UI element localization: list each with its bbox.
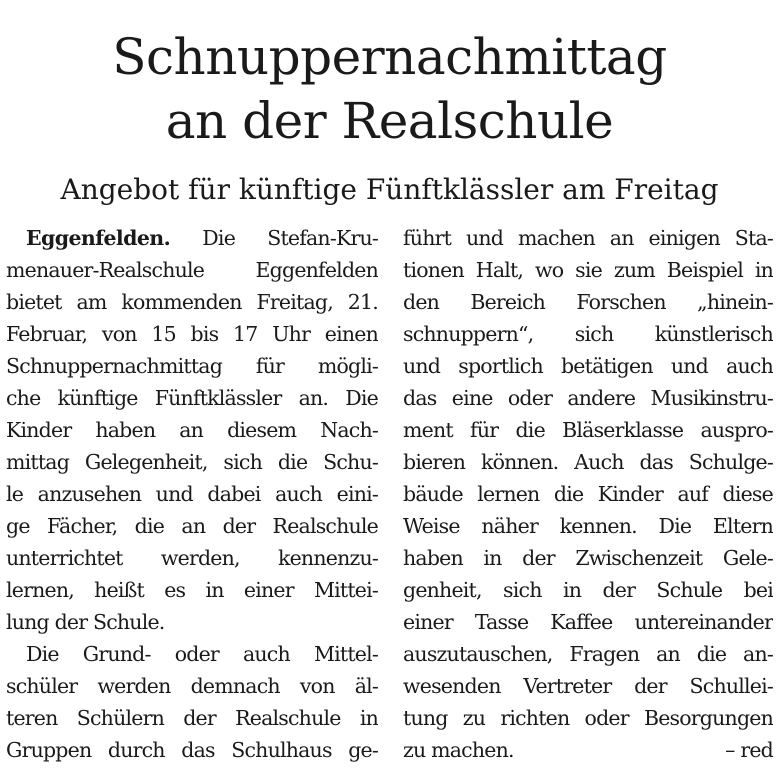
text-line: ment für die Bläserklasse auspro- <box>403 418 773 442</box>
text-line: Weise näher kennen. Die Eltern <box>403 514 773 538</box>
article-column-right <box>403 222 773 766</box>
text-line: bietet am kommenden Freitag, 21. <box>6 290 378 314</box>
text-line: le anzusehen und dabei auch eini- <box>6 482 378 506</box>
dateline: Eggenfelden. <box>26 226 171 250</box>
text-line: lung der Schule. <box>6 610 165 634</box>
text-line: Die Grund- oder auch Mittel- <box>26 642 378 666</box>
text-line: tung zu richten oder Besorgungen <box>403 706 773 730</box>
text-line: menauer-Realschule Eggenfelden <box>6 258 378 282</box>
article-column-left <box>6 222 378 766</box>
text-line: teren Schülern der Realschule in <box>6 706 378 730</box>
text-line: wesenden Vertreter der Schullei- <box>403 674 773 698</box>
headline-line-2: an der Realschule <box>165 92 614 150</box>
text-line: schnuppern“, sich künstlerisch <box>403 322 773 346</box>
author-signoff: – red <box>725 738 773 762</box>
text-line: den Bereich Forschen „hinein- <box>403 290 773 314</box>
text-line: genheit, sich in der Schule bei <box>403 578 773 602</box>
text-line: und sportlich betätigen und auch <box>403 354 773 378</box>
text-line: ge Fächer, die an der Realschule <box>6 514 378 538</box>
text-line: bäude lernen die Kinder auf diese <box>403 482 773 506</box>
text-line: che künftige Fünftklässler an. Die <box>6 386 378 410</box>
first-line-text: Die Stefan-Kru- <box>202 226 378 250</box>
text-line: Gruppen durch das Schulhaus ge- <box>6 738 378 762</box>
text-line: Februar, von 15 bis 17 Uhr einen <box>6 322 378 346</box>
text-line: führt und machen an einigen Sta- <box>403 226 773 250</box>
closing-line <box>403 734 773 766</box>
text-line: das eine oder andere Musikinstru- <box>403 386 773 410</box>
article-first-line <box>6 222 378 254</box>
text-line: unterrichtet werden, kennenzu- <box>6 546 378 570</box>
text-line: auszutauschen, Fragen an die an- <box>403 642 773 666</box>
text-line: tionen Halt, wo sie zum Beispiel in <box>403 258 773 282</box>
text-line: mittag Gelegenheit, sich die Schu- <box>6 450 378 474</box>
text-line: bieren können. Auch das Schulge- <box>403 450 773 474</box>
closing-text: zu machen. <box>403 738 514 762</box>
subheadline: Angebot für künftige Fünftklässler am Freitag <box>60 173 719 206</box>
headline-line-1: Schnuppernachmittag <box>112 28 667 86</box>
text-line: schüler werden demnach von äl- <box>6 674 378 698</box>
text-line: einer Tasse Kaffee untereinander <box>403 610 773 634</box>
text-line: lernen, heißt es in einer Mittei- <box>6 578 378 602</box>
text-line: Schnuppernachmittag für mögli- <box>6 354 378 378</box>
text-line: Kinder haben an diesem Nach- <box>6 418 378 442</box>
text-line: haben in der Zwischenzeit Gele- <box>403 546 773 570</box>
